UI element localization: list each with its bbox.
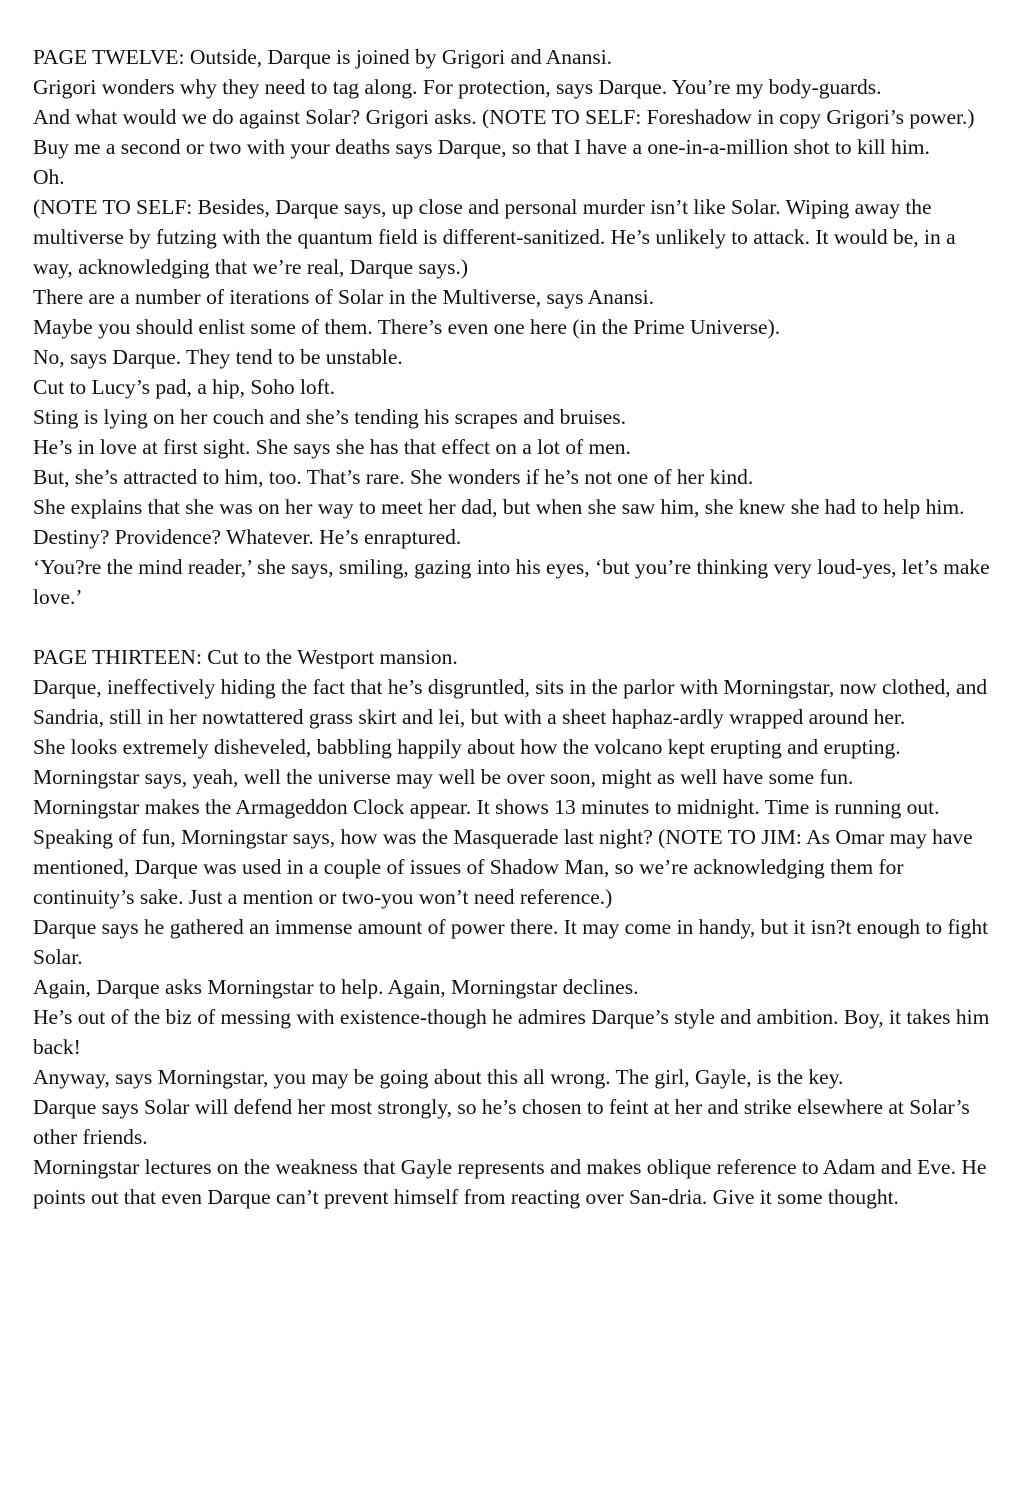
document-page	[33, 42, 993, 1212]
paragraph: Darque says he gathered an immense amount of power there. It may come in handy, but it isn?t enough to fight Solar.	[33, 915, 989, 969]
section-divider	[33, 612, 993, 642]
paragraph: Sting is lying on her couch and she’s tending his scrapes and bruises.	[33, 405, 626, 429]
paragraph: Anyway, says Morningstar, you may be going about this all wrong. The girl, Gayle, is the key.	[33, 1065, 844, 1089]
paragraph: Grigori wonders why they need to tag along. For protection, says Darque. You’re my body-guards.	[33, 75, 882, 99]
paragraph: Morningstar says, yeah, well the universe may well be over soon, might as well have some fun.	[33, 765, 854, 789]
paragraph: She explains that she was on her way to meet her dad, but when she saw him, she knew she had to help him.	[33, 495, 965, 519]
paragraph: PAGE THIRTEEN: Cut to the Westport mansion.	[33, 645, 458, 669]
paragraph: Darque says Solar will defend her most strongly, so he’s chosen to feint at her and strike elsewhere at Solar’s other friends.	[33, 1095, 970, 1149]
paragraph: No, says Darque. They tend to be unstable.	[33, 345, 403, 369]
paragraph: Oh.	[33, 165, 65, 189]
paragraph: Morningstar makes the Armageddon Clock appear. It shows 13 minutes to midnight. Time is running out.	[33, 795, 940, 819]
page-thirteen-section	[33, 642, 993, 1212]
paragraph: Again, Darque asks Morningstar to help. Again, Morningstar declines.	[33, 975, 639, 999]
paragraph: Cut to Lucy’s pad, a hip, Soho loft.	[33, 375, 336, 399]
paragraph: Morningstar lectures on the weakness that Gayle represents and makes oblique reference to Adam and Eve. He points out that even Darque can’t prevent himself from reacting over San-dria. Give it some thought.	[33, 1155, 987, 1209]
paragraph: And what would we do against Solar? Grigori asks. (NOTE TO SELF: Foreshadow in copy Grigori’s power.)	[33, 105, 975, 129]
paragraph: But, she’s attracted to him, too. That’s rare. She wonders if he’s not one of her kind.	[33, 465, 754, 489]
paragraph: Speaking of fun, Morningstar says, how was the Masquerade last night? (NOTE TO JIM: As Omar may have mentioned, Darque was used in a couple of issues of Shadow Man, so we’re acknowledging them for continuity’s sake. Just a mention or two-you won’t need reference.)	[33, 825, 973, 909]
paragraph: Darque, ineffectively hiding the fact that he’s disgruntled, sits in the parlor with Morningstar, now clothed, and Sandria, still in her nowtattered grass skirt and lei, but with a sheet haphaz-ardly wrapped around her.	[33, 675, 988, 729]
paragraph: There are a number of iterations of Solar in the Multiverse, says Anansi.	[33, 285, 654, 309]
paragraph: ‘You?re the mind reader,’ she says, smiling, gazing into his eyes, ‘but you’re thinking very loud-yes, let’s make love.’	[33, 555, 990, 609]
paragraph: She looks extremely disheveled, babbling happily about how the volcano kept erupting and erupting.	[33, 735, 901, 759]
paragraph: He’s in love at first sight. She says she has that effect on a lot of men.	[33, 435, 631, 459]
paragraph: Buy me a second or two with your deaths says Darque, so that I have a one-in-a-million shot to kill him.	[33, 135, 930, 159]
paragraph: He’s out of the biz of messing with existence-though he admires Darque’s style and ambition. Boy, it takes him back!	[33, 1005, 990, 1059]
paragraph: PAGE TWELVE: Outside, Darque is joined by Grigori and Anansi.	[33, 45, 613, 69]
page-twelve-section	[33, 42, 993, 612]
paragraph: (NOTE TO SELF: Besides, Darque says, up close and personal murder isn’t like Solar. Wiping away the multiverse by futzing with the quantum field is different-sanitized. He’s unlikely to attack. It would be, in a way, acknowledging that we’re real, Darque says.)	[33, 195, 956, 279]
paragraph: Destiny? Providence? Whatever. He’s enraptured.	[33, 525, 462, 549]
paragraph: Maybe you should enlist some of them. There’s even one here (in the Prime Universe).	[33, 315, 781, 339]
